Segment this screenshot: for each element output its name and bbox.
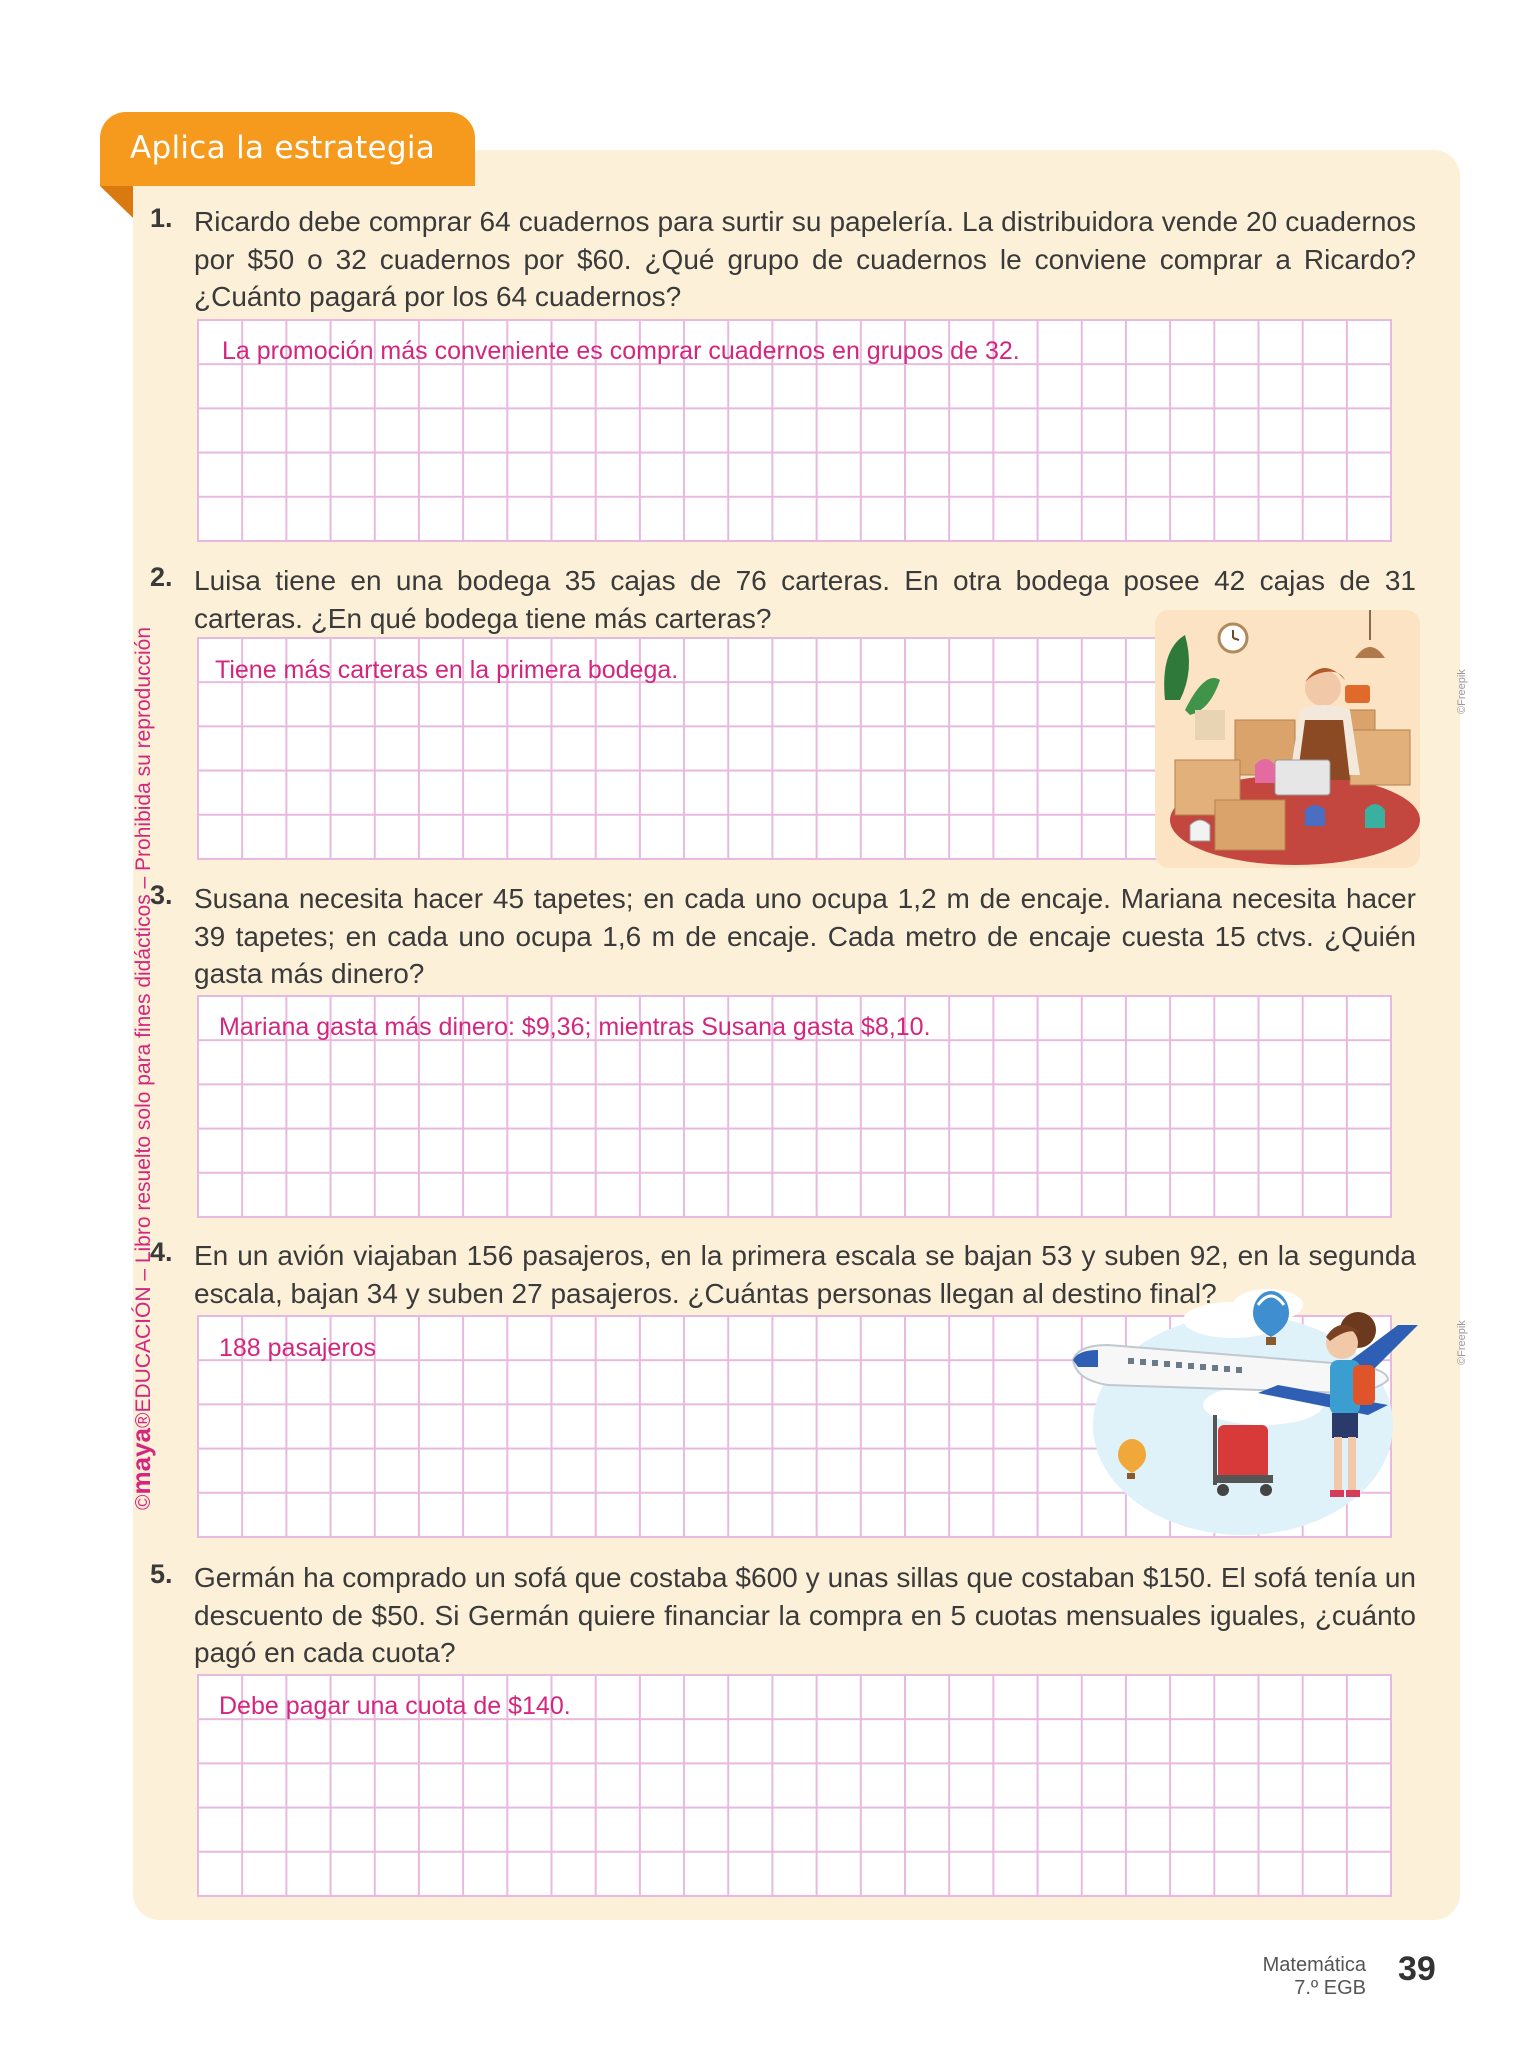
store-woman-illustration <box>1155 610 1420 868</box>
answer-text-2: Tiene más carteras en la primera bodega. <box>215 656 679 684</box>
answer-text-3: Mariana gasta más dinero: $9,36; mientras Susana gasta $8,10. <box>219 1013 931 1041</box>
page-number: 39 <box>1398 1950 1436 1988</box>
section-tab-fold <box>100 186 133 218</box>
registered-mark: ® <box>132 1412 155 1429</box>
answer-text-5: Debe pagar una cuota de $140. <box>219 1692 571 1720</box>
problem-number: 5. <box>150 1559 173 1589</box>
section-title: Aplica la estrategia <box>130 130 436 166</box>
copyright-note <box>126 627 157 1510</box>
image-credit-2: ©Freepik <box>1456 1320 1468 1365</box>
problem-number: 4. <box>150 1237 173 1267</box>
problem-number: 1. <box>150 203 173 233</box>
problem-text: Germán ha comprado un sofá que costaba $600 y unas sillas que costaban $150. El sofá tenía un descuento de $50. Si Germán quiere financiar la compra en 5 cuotas mensuales iguales, ¿cuánto pagó en cada cuota? <box>194 1562 1416 1668</box>
problem-text: Ricardo debe comprar 64 cuadernos para surtir su papelería. La distribuidora vende 20 cuadernos por $50 o 32 cuadernos por $60. ¿Qué grupo de cuadernos le conviene comprar a Ricardo? ¿Cuánto pagará por los 64 cuadernos? <box>194 206 1416 312</box>
answer-text-4: 188 pasajeros <box>219 1334 377 1362</box>
subject-name: Matemática <box>1262 1954 1366 1976</box>
grade-label: 7.º EGB <box>1294 1977 1366 1999</box>
footer-subject <box>1200 1954 1366 2000</box>
brand-logo: maya <box>126 1428 156 1495</box>
problem-number: 2. <box>150 562 173 592</box>
problem-number: 3. <box>150 880 173 910</box>
problem-text: En un avión viajaban 156 pasajeros, en la primera escala se bajan 53 y suben 92, en la segunda escala, bajan 34 y suben 27 pasajeros. ¿Cuántas personas llegan al destino final? <box>194 1240 1416 1309</box>
airplane-traveler-illustration <box>1068 1275 1458 1540</box>
copyright-text: EDUCACIÓN – Libro resuelto solo para fines didácticos – Prohibida su reproducción <box>132 626 155 1413</box>
problem-text: Luisa tiene en una bodega 35 cajas de 76 carteras. En otra bodega posee 42 cajas de 31 carteras. ¿En qué bodega tiene más carteras? <box>194 565 1416 634</box>
image-credit-1: ©Freepik <box>1456 669 1468 714</box>
answer-text-1: La promoción más conveniente es comprar cuadernos en grupos de 32. <box>222 337 1020 365</box>
copyright-symbol: © <box>132 1494 155 1510</box>
problem-text: Susana necesita hacer 45 tapetes; en cada uno ocupa 1,2 m de encaje. Mariana necesita hacer 39 tapetes; en cada uno ocupa 1,6 m de encaje. Cada metro de encaje cuesta 15 ctvs. ¿Quién gasta más dinero? <box>194 883 1416 989</box>
